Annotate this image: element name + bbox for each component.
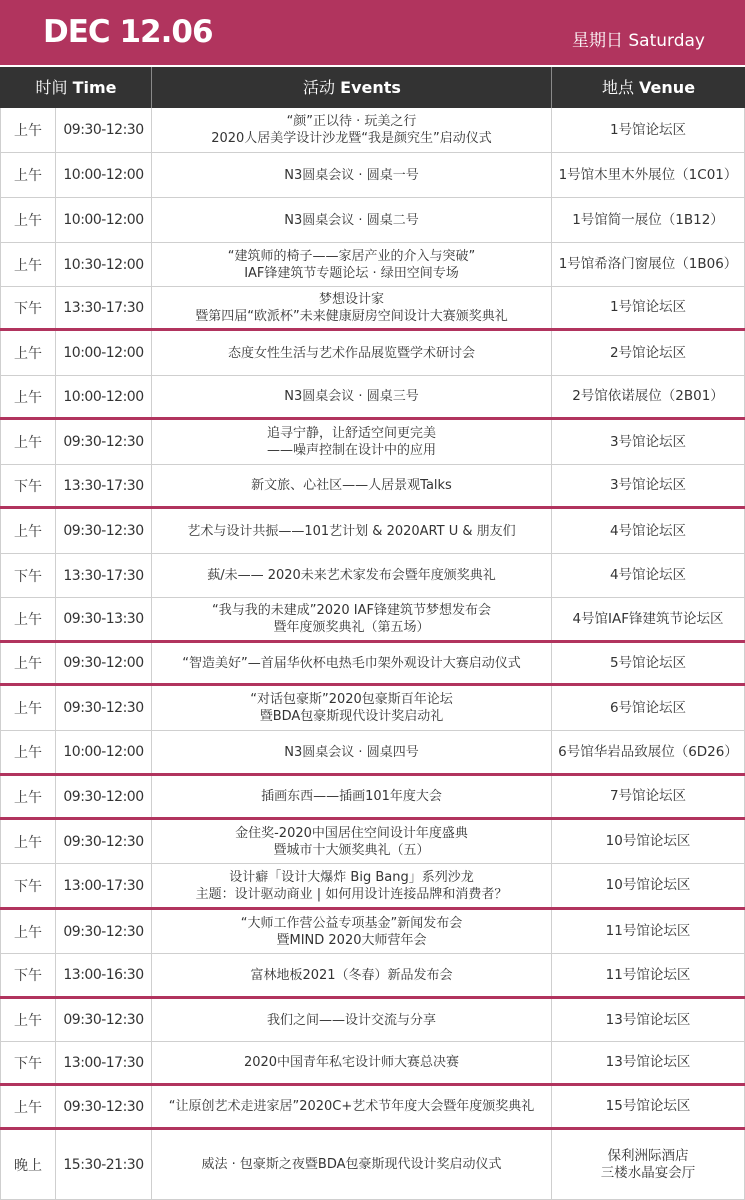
- venue-cell: [552, 910, 745, 953]
- event-cell: [152, 954, 552, 996]
- event-line: “建筑师的椅子——家居产业的介入与突破”: [227, 248, 476, 264]
- period-cell: 上午: [0, 198, 56, 242]
- venue-cell: [552, 686, 745, 730]
- event-line: N3圆桌会议 · 圆桌四号: [284, 744, 419, 760]
- table-row: [0, 864, 745, 910]
- event-cell: [152, 910, 552, 953]
- period-cell: 上午: [0, 243, 56, 286]
- venue-cell: [552, 420, 745, 464]
- table-row: [0, 420, 745, 465]
- venue-cell: [552, 376, 745, 417]
- venue-line: 保利洲际酒店: [607, 1147, 689, 1164]
- event-line: 追寻宁静，让舒适空间更完美: [266, 426, 436, 441]
- column-header-time: [0, 67, 152, 108]
- time-cell: 10:30-12:00: [56, 243, 152, 286]
- venue-cell: [552, 731, 745, 773]
- event-line: 暨城市十大颁奖典礼（五）: [273, 842, 430, 858]
- venue-cell: [552, 954, 745, 996]
- table-row: [0, 465, 745, 509]
- venue-line: 4号馆论坛区: [609, 522, 687, 539]
- event-cell: [152, 509, 552, 553]
- table-row: [0, 820, 745, 864]
- venue-cell: [552, 864, 745, 907]
- event-cell: [152, 1130, 552, 1199]
- table-row: [0, 243, 745, 287]
- event-cell: [152, 999, 552, 1041]
- period-cell: 上午: [0, 820, 56, 863]
- event-line: “智造美好”—首届华伙杯电热毛巾架外观设计大赛启动仪式: [182, 655, 521, 671]
- table-row: [0, 1042, 745, 1086]
- event-line: 富林地板2021（冬春）新品发布会: [250, 967, 453, 983]
- event-cell: [152, 598, 552, 640]
- time-cell: 09:30-12:00: [56, 643, 152, 683]
- table-row: [0, 910, 745, 954]
- time-cell: 09:30-12:30: [56, 820, 152, 863]
- venue-cell: [552, 243, 745, 286]
- event-cell: [152, 287, 552, 328]
- time-cell: 13:00-17:30: [56, 864, 152, 907]
- event-line: “我与我的未建成”2020 IAF锋建筑节梦想发布会: [212, 603, 491, 618]
- time-cell: 09:30-13:30: [56, 598, 152, 640]
- period-cell: 晚上: [0, 1130, 56, 1199]
- venue-line: 1号馆论坛区: [609, 121, 687, 138]
- time-cell: 09:30-12:30: [56, 420, 152, 464]
- table-row: [0, 108, 745, 153]
- venue-line: 11号馆论坛区: [605, 923, 691, 939]
- column-header-venue: [552, 67, 745, 108]
- time-cell: 10:00-12:00: [56, 198, 152, 242]
- event-line: 金住奖-2020中国居住空间设计年度盛典: [235, 825, 468, 841]
- venue-cell: [552, 598, 745, 640]
- time-cell: 09:30-12:30: [56, 910, 152, 953]
- event-cell: [152, 420, 552, 464]
- event-cell: [152, 1042, 552, 1083]
- venue-line: 三楼水晶宴会厅: [600, 1164, 696, 1181]
- event-line: N3圆桌会议 · 圆桌二号: [284, 212, 419, 228]
- weekday-label: 星期日 Saturday: [571, 31, 705, 51]
- event-line: 暨年度颁奖典礼（第五场）: [273, 620, 430, 635]
- event-line: “大师工作营公益专项基金”新闻发布会: [240, 915, 463, 931]
- time-cell: 13:00-16:30: [56, 954, 152, 996]
- period-cell: 上午: [0, 731, 56, 773]
- venue-cell: [552, 331, 745, 375]
- venue-line: 10号馆论坛区: [605, 833, 691, 849]
- table-row: [0, 954, 745, 999]
- event-cell: [152, 820, 552, 863]
- column-header-events-zh: 活动: [303, 78, 336, 97]
- time-cell: 13:30-17:30: [56, 287, 152, 328]
- event-cell: [152, 776, 552, 817]
- venue-line: 2号馆论坛区: [609, 344, 687, 361]
- venue-line: 4号馆IAF锋建筑节论坛区: [572, 610, 724, 627]
- period-cell: 上午: [0, 1086, 56, 1127]
- column-header-events: [152, 67, 552, 108]
- event-cell: [152, 465, 552, 506]
- event-line: N3圆桌会议 · 圆桌三号: [284, 389, 419, 404]
- venue-line: 1号馆希洛门窗展位（1B06）: [558, 256, 738, 272]
- event-cell: [152, 864, 552, 907]
- venue-line: 1号馆简一展位（1B12）: [572, 211, 724, 228]
- venue-line: 13号馆论坛区: [605, 1011, 691, 1028]
- table-row: [0, 731, 745, 776]
- event-line: 主题：设计驱动商业 | 如何用设计连接品牌和消费者？: [195, 886, 508, 902]
- venue-line: 4号馆论坛区: [609, 567, 687, 583]
- time-cell: 15:30-21:30: [56, 1130, 152, 1199]
- venue-line: 3号馆论坛区: [609, 477, 687, 493]
- column-header-venue-en: Venue: [639, 78, 696, 97]
- venue-line: 15号馆论坛区: [605, 1098, 691, 1114]
- venue-line: 1号馆论坛区: [609, 299, 687, 315]
- event-cell: [152, 643, 552, 683]
- time-cell: 13:30-17:30: [56, 465, 152, 506]
- event-cell: [152, 686, 552, 730]
- event-cell: [152, 554, 552, 597]
- event-line: 我们之间——设计交流与分享: [266, 1012, 436, 1028]
- event-cell: [152, 731, 552, 773]
- event-cell: [152, 243, 552, 286]
- venue-cell: [552, 509, 745, 553]
- time-cell: 09:30-12:30: [56, 686, 152, 730]
- venue-line: 6号馆华岩品致展位（6D26）: [558, 743, 738, 760]
- venue-line: 13号馆论坛区: [605, 1054, 691, 1070]
- event-line: 态度女性生活与艺术作品展览暨学术研讨会: [227, 345, 475, 361]
- column-header-events-en: Events: [340, 78, 401, 97]
- period-cell: 上午: [0, 643, 56, 683]
- time-cell: 10:00-12:00: [56, 376, 152, 417]
- table-row: [0, 999, 745, 1042]
- date-title: DEC 12.06: [43, 14, 213, 50]
- table-row: [0, 643, 745, 686]
- venue-cell: [552, 198, 745, 242]
- event-line: 暨BDA包豪斯现代设计奖启动礼: [259, 709, 444, 724]
- time-cell: 09:30-12:30: [56, 509, 152, 553]
- event-cell: [152, 108, 552, 152]
- table-row: [0, 376, 745, 420]
- period-cell: 下午: [0, 864, 56, 907]
- venue-line: 11号馆论坛区: [605, 966, 691, 983]
- table-row: [0, 153, 745, 198]
- time-cell: 09:30-12:30: [56, 999, 152, 1041]
- venue-line: 3号馆论坛区: [609, 433, 687, 450]
- event-line: 蓺/未—— 2020未来艺术家发布会暨年度颁奖典礼: [207, 568, 496, 583]
- venue-cell: [552, 153, 745, 197]
- period-cell: 上午: [0, 686, 56, 730]
- event-line: 2020人居美学设计沙龙暨“我是颜究生”启动仪式: [211, 131, 492, 146]
- time-cell: 10:00-12:00: [56, 731, 152, 773]
- period-cell: 下午: [0, 954, 56, 996]
- table-row: [0, 509, 745, 554]
- venue-cell: [552, 1042, 745, 1083]
- period-cell: 上午: [0, 153, 56, 197]
- column-header-venue-zh: 地点: [601, 78, 634, 97]
- event-line: 插画东西——插画101年度大会: [261, 789, 442, 804]
- venue-line: 10号馆论坛区: [605, 877, 691, 893]
- time-cell: 13:00-17:30: [56, 1042, 152, 1083]
- venue-cell: [552, 820, 745, 863]
- period-cell: 上午: [0, 376, 56, 417]
- table-row: [0, 1130, 745, 1200]
- period-cell: 上午: [0, 420, 56, 464]
- period-cell: 上午: [0, 776, 56, 817]
- venue-line: 2号馆依诺展位（2B01）: [572, 388, 724, 404]
- venue-cell: [552, 108, 745, 152]
- venue-cell: [552, 554, 745, 597]
- time-cell: 13:30-17:30: [56, 554, 152, 597]
- event-cell: [152, 1086, 552, 1127]
- period-cell: 上午: [0, 598, 56, 640]
- table-row: [0, 331, 745, 376]
- time-cell: 10:00-12:00: [56, 153, 152, 197]
- time-cell: 09:30-12:00: [56, 776, 152, 817]
- table-row: [0, 776, 745, 820]
- table-header: [0, 67, 745, 108]
- period-cell: 上午: [0, 108, 56, 152]
- venue-cell: [552, 1130, 745, 1199]
- event-line: 梦想设计家: [318, 291, 384, 307]
- event-line: “对话包豪斯”2020包豪斯百年论坛: [250, 692, 453, 707]
- period-cell: 上午: [0, 509, 56, 553]
- table-row: [0, 198, 745, 243]
- event-line: 设计癖「设计大爆炸 Big Bang」系列沙龙: [229, 869, 474, 885]
- table-row: [0, 287, 745, 331]
- period-cell: 上午: [0, 999, 56, 1041]
- time-cell: 09:30-12:30: [56, 1086, 152, 1127]
- venue-line: 6号馆论坛区: [609, 699, 687, 716]
- venue-line: 1号馆木里木外展位（1C01）: [558, 166, 738, 183]
- column-header-time-en: Time: [72, 78, 117, 97]
- period-cell: 上午: [0, 910, 56, 953]
- event-cell: [152, 198, 552, 242]
- date-header: [0, 0, 745, 67]
- event-line: IAF锋建筑节专题论坛 · 绿田空间专场: [244, 265, 459, 281]
- event-line: 艺术与设计共振——101艺计划 & 2020ART U & 朋友们: [187, 523, 516, 539]
- table-row: [0, 554, 745, 598]
- event-cell: [152, 153, 552, 197]
- event-line: 暨第四届“欧派杯”未来健康厨房空间设计大赛颁奖典礼: [195, 308, 508, 324]
- venue-cell: [552, 643, 745, 683]
- event-line: N3圆桌会议 · 圆桌一号: [284, 167, 419, 183]
- event-line: 威法 · 包豪斯之夜暨BDA包豪斯现代设计奖启动仪式: [201, 1157, 502, 1172]
- venue-cell: [552, 465, 745, 506]
- venue-cell: [552, 776, 745, 817]
- table-row: [0, 598, 745, 643]
- time-cell: 10:00-12:00: [56, 331, 152, 375]
- event-cell: [152, 331, 552, 375]
- column-header-time-zh: 时间: [35, 78, 68, 97]
- period-cell: 下午: [0, 287, 56, 328]
- event-line: “颜”正以待 · 玩美之行: [286, 114, 417, 129]
- period-cell: 下午: [0, 554, 56, 597]
- venue-cell: [552, 999, 745, 1041]
- event-line: ——噪声控制在设计中的应用: [266, 443, 436, 458]
- venue-line: 5号馆论坛区: [609, 654, 687, 671]
- period-cell: 上午: [0, 331, 56, 375]
- event-line: 新文旅、心社区——人居景观Talks: [251, 478, 452, 493]
- event-line: 暨MIND 2020大师营年会: [276, 932, 427, 948]
- table-row: [0, 1086, 745, 1130]
- period-cell: 下午: [0, 1042, 56, 1083]
- event-line: 2020中国青年私宅设计师大赛总决赛: [243, 1055, 460, 1070]
- period-cell: 下午: [0, 465, 56, 506]
- event-cell: [152, 376, 552, 417]
- venue-line: 7号馆论坛区: [609, 788, 687, 804]
- event-line: “让原创艺术走进家居”2020C+艺术节年度大会暨年度颁奖典礼: [168, 1099, 535, 1114]
- venue-cell: [552, 287, 745, 328]
- table-row: [0, 686, 745, 731]
- time-cell: 09:30-12:30: [56, 108, 152, 152]
- venue-cell: [552, 1086, 745, 1127]
